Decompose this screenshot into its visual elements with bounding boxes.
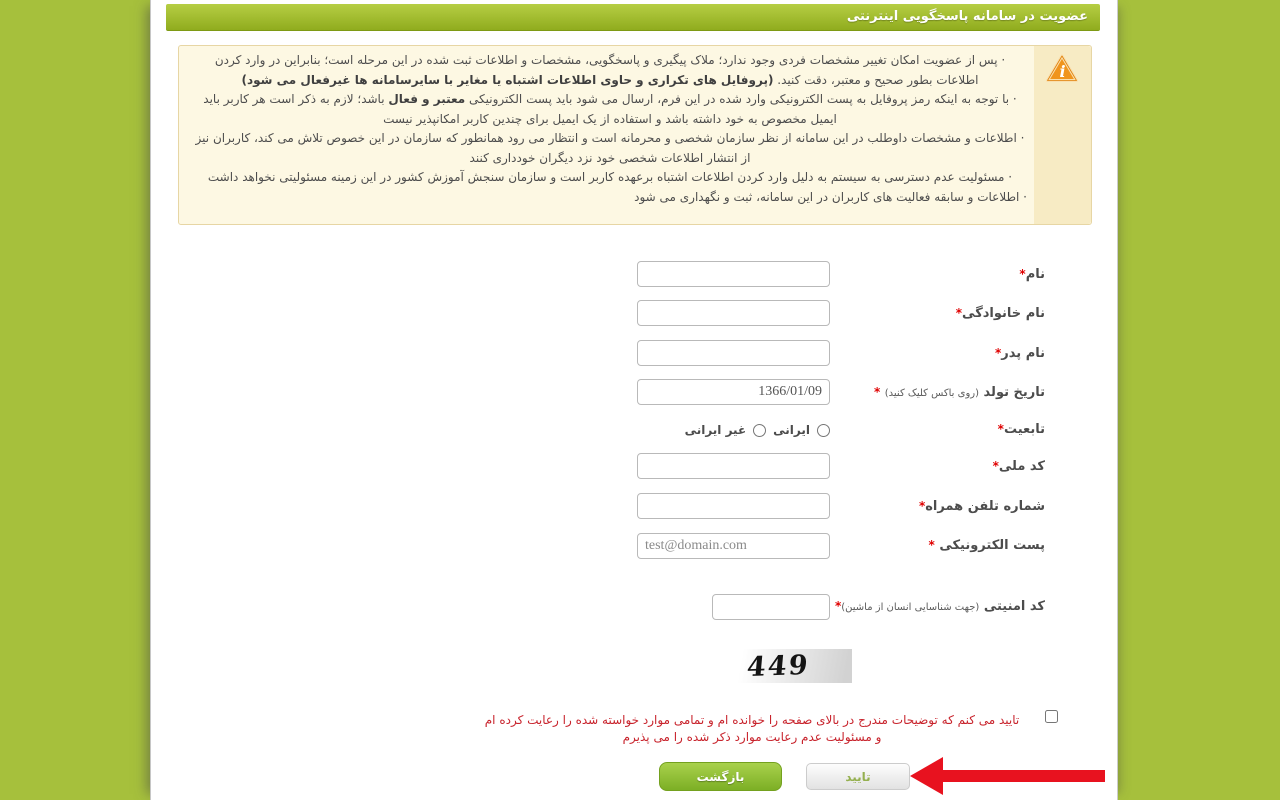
- security-code-input[interactable]: [712, 594, 830, 620]
- red-arrow-head: [910, 757, 943, 795]
- warning-info-icon: [1045, 53, 1079, 88]
- nationality-iranian-label: ایرانی: [773, 423, 810, 437]
- birth-date-input[interactable]: [637, 379, 830, 405]
- mobile-number-label: شماره تلفن همراه*: [918, 499, 1045, 514]
- agreement-line-1: تایید می کنم که توضیحات مندرج در بالای صفحه را خوانده ام و تمامی موارد خواسته شده را رعایت کرده ام: [484, 713, 1020, 727]
- required-asterisk: *: [995, 346, 1002, 360]
- name-label: نام*: [1019, 267, 1045, 282]
- name-input[interactable]: [637, 261, 830, 287]
- notice-box: [178, 45, 1092, 225]
- notice-bullet-4: · مسئولیت عدم دسترسی به سیستم به دلیل وارد کردن اطلاعات اشتباه برعهده کاربر است و سازمان سنجش آموزش کشور در این زمینه مسئولیتی نخواهد داشت: [207, 170, 1013, 184]
- email-label: پست الکترونیکی *: [928, 538, 1045, 553]
- notice-bullet-5: · اطلاعات و سابقه فعالیت های کاربران در این سامانه، ثبت و نگهداری می شود: [634, 189, 1027, 204]
- nationality-noniranian-radio[interactable]: [753, 424, 766, 437]
- agreement-line-2: و مسئولیت عدم رعایت موارد ذکر شده را می پذیرم: [622, 730, 882, 744]
- red-arrow-tail: [942, 770, 1105, 782]
- notice-text: [193, 51, 1027, 207]
- father-name-input[interactable]: [637, 340, 830, 366]
- family-name-input[interactable]: [637, 300, 830, 326]
- family-name-label: نام خانوادگی*: [955, 306, 1045, 321]
- required-asterisk: *: [992, 459, 999, 473]
- national-code-label: کد ملی*: [992, 459, 1045, 474]
- back-button[interactable]: بازگشت: [659, 762, 782, 791]
- required-asterisk: *: [834, 599, 842, 613]
- nationality-iranian-radio[interactable]: [817, 424, 830, 437]
- father-name-label: نام پدر*: [995, 346, 1045, 361]
- svg-text:i: i: [1059, 62, 1066, 81]
- required-asterisk: *: [873, 385, 881, 399]
- birth-date-label: تاریخ تولد (روی باکس کلیک کنید) *: [873, 385, 1045, 400]
- agreement-text: [452, 712, 1052, 746]
- security-code-hint: (جهت شناسایی انسان از ماشین): [841, 602, 980, 613]
- birth-date-hint: (روی باکس کلیک کنید): [884, 388, 980, 399]
- captcha-image: [705, 649, 852, 683]
- required-asterisk: *: [1019, 267, 1026, 281]
- required-asterisk: *: [955, 306, 963, 320]
- nationality-label: تابعیت*: [997, 422, 1045, 437]
- security-code-label: کد امنیتی (جهت شناسایی انسان از ماشین)*: [834, 599, 1045, 614]
- email-input[interactable]: [637, 533, 830, 559]
- page-title: عضویت در سامانه پاسخگویی اینترنتی: [846, 9, 1088, 24]
- required-asterisk: *: [928, 538, 935, 552]
- nationality-noniranian-label: غیر ایرانی: [684, 423, 747, 437]
- submit-button[interactable]: تایید: [806, 763, 910, 790]
- national-code-input[interactable]: [637, 453, 830, 479]
- captcha-text: 449: [745, 649, 812, 683]
- mobile-number-input[interactable]: [637, 493, 830, 519]
- notice-bullet-1: · پس از عضویت امکان تغییر مشخصات فردی وجود ندارد؛ ملاک پیگیری و پاسخگویی، مشخصات و اطلاعات ثبت شده در این مرحله است؛ بنابراین در وارد کردن اطلاعات بطور صحیح و معتبر، دقت کنید. (پروفایل های تکراری و حاوی اطلاعات اشتباه یا مغایر با سایرسامانه ها غیرفعال می شود): [214, 53, 1006, 87]
- nationality-radio-group: [637, 421, 830, 439]
- page-title-bar: [166, 4, 1100, 31]
- required-asterisk: *: [997, 422, 1004, 436]
- notice-bullet-2: · با توجه به اینکه رمز پروفایل به پست الکترونیکی وارد شده در این فرم، ارسال می شود باید پست الکترونیکی معتبر و فعال باشد؛ لازم به ذکر است هر کاربر باید ایمیل مخصوص به خود داشته باشد و استفاده از یک ایمیل برای چندین کاربر امکانپذیر نیست: [203, 92, 1017, 126]
- notice-bullet-3: · اطلاعات و مشخصات داوطلب در این سامانه از نظر سازمان شخصی و محرمانه است و انتظار می رود همانطور که سازمان در این خصوص تلاش می کند، کاربران نیز از انتشار اطلاعات شخصی خود نزد دیگران خودداری کنند: [195, 131, 1025, 165]
- required-asterisk: *: [918, 499, 926, 513]
